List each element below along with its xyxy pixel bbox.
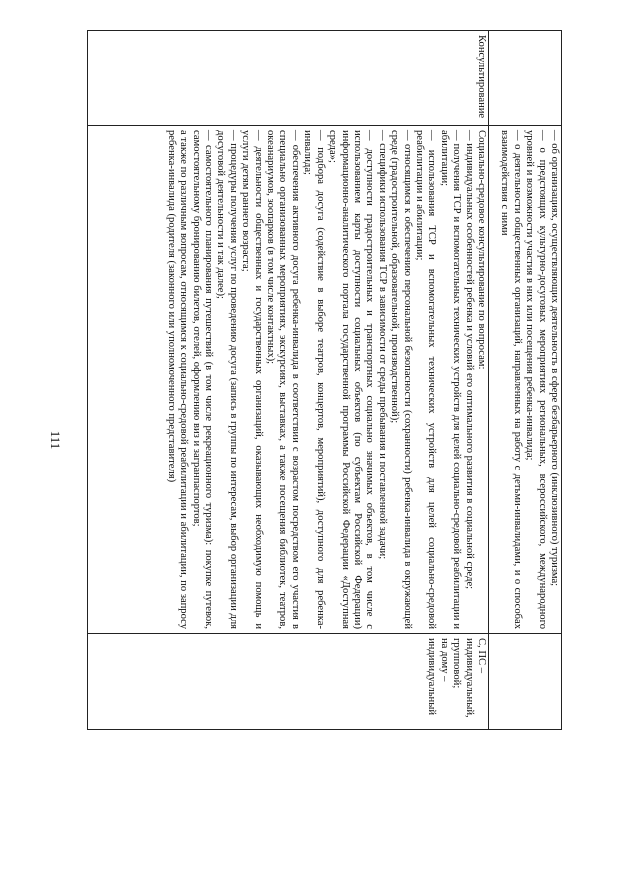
- service-name-cell: [88, 31, 489, 126]
- content-line: — самостоятельного планирования путешествий (в том числе рекреационного туризма): покупке путевок, самостоятельному бронированию билетов, отелей, оформлению виз и загранпаспортов;: [190, 130, 215, 629]
- content-line: — относящимся к обеспечению персональной безопасности (сохранности) ребенка-инвалида в окружающей среде (градостроительной, образовательной, производственной);: [389, 130, 413, 629]
- content-line: — доступности градостроительных и транспортных социально значимых объектов, в том числе с использованием карты доступности социальных объектов (по субъектам Российской Федерации) информационно-аналитического портала государственной программы Российской Федерации «Доступная среда»;: [327, 130, 376, 629]
- form-line: на дому –: [438, 638, 450, 682]
- continuation-cell: [489, 126, 562, 634]
- service-name-cell-empty: [489, 31, 562, 126]
- continuation-line: — о деятельности общественных организаций, направленных на работу с детьми-инвалидами, и о способах взаимодействия с ними: [499, 130, 523, 629]
- content-line: Социально-средовое консультирование по вопросам:: [476, 130, 487, 370]
- service-table: [87, 30, 562, 730]
- form-cell-empty: [489, 634, 562, 730]
- content-line: — получения ТСР и вспомогательных технических устройств для целей социально-средовой реабилитации и абилитации;: [438, 130, 463, 629]
- form-line: индивидуальный,: [463, 638, 475, 718]
- content-line: — процедуры получения услуг по проведению досуга (запись в группы по интересам, выбор организации для досуговой деятельности и так далее);: [215, 130, 239, 629]
- continuation-line: — о предстоящих культурно-досуговых мероприятиях региональных, всероссийского, международного уровней и возможности участия в них или посещения ребенка-инвалида;: [524, 130, 548, 629]
- content-cell: [88, 126, 489, 634]
- page-number: 111: [48, 430, 63, 450]
- content-line: — индивидуальных особенностей ребенка и условий его оптимального развития в социальной среде;: [463, 130, 475, 590]
- content-line: — деятельности общественных и государственных организаций, оказывающих необходимую помощь и услуги детям раннего возраста;: [240, 130, 264, 629]
- table-row-consulting: [88, 31, 489, 730]
- content-line: — подбора досуга (содействие в выборе театров, концертов, мероприятий), доступного для ребенка-инвалида;: [302, 130, 326, 629]
- content-line: а также по различным вопросам, относящимся к социально-средовой реабилитации и абилитации, по запросу ребенка-инвалида (родителя (законного или уполномоченного представителя): [165, 130, 190, 629]
- form-line: С, ПС –: [476, 638, 487, 674]
- content-line: — использования ТСР и вспомогательных технических устройств для целей социально-средовой реабилитации и абилитации;: [413, 130, 438, 629]
- form-cell: [88, 634, 489, 730]
- continuation-line: — об организациях, осуществляющих деятельность в сфере безбарьерного (инклюзивного) туризма;: [549, 130, 560, 587]
- content-line: — обеспечения активного досуга ребенка-инвалида в соответствии с возрастом посредством его участия в специально организованных мероприятиях, экскурсиях, выставках, а также посещения библиотек, театров, океанариумов, зоопарков (в том числе контактных);: [265, 130, 301, 629]
- form-line: индивидуальный: [426, 638, 438, 715]
- rotated-table-container: [87, 30, 562, 730]
- form-line: групповой;: [451, 638, 463, 689]
- content-line: — специфики использования ТСР в зависимости от среды пребывания и поставленной задачи;: [376, 130, 388, 560]
- table-row-continuation: [489, 31, 562, 730]
- service-name: Консультирование: [476, 35, 487, 119]
